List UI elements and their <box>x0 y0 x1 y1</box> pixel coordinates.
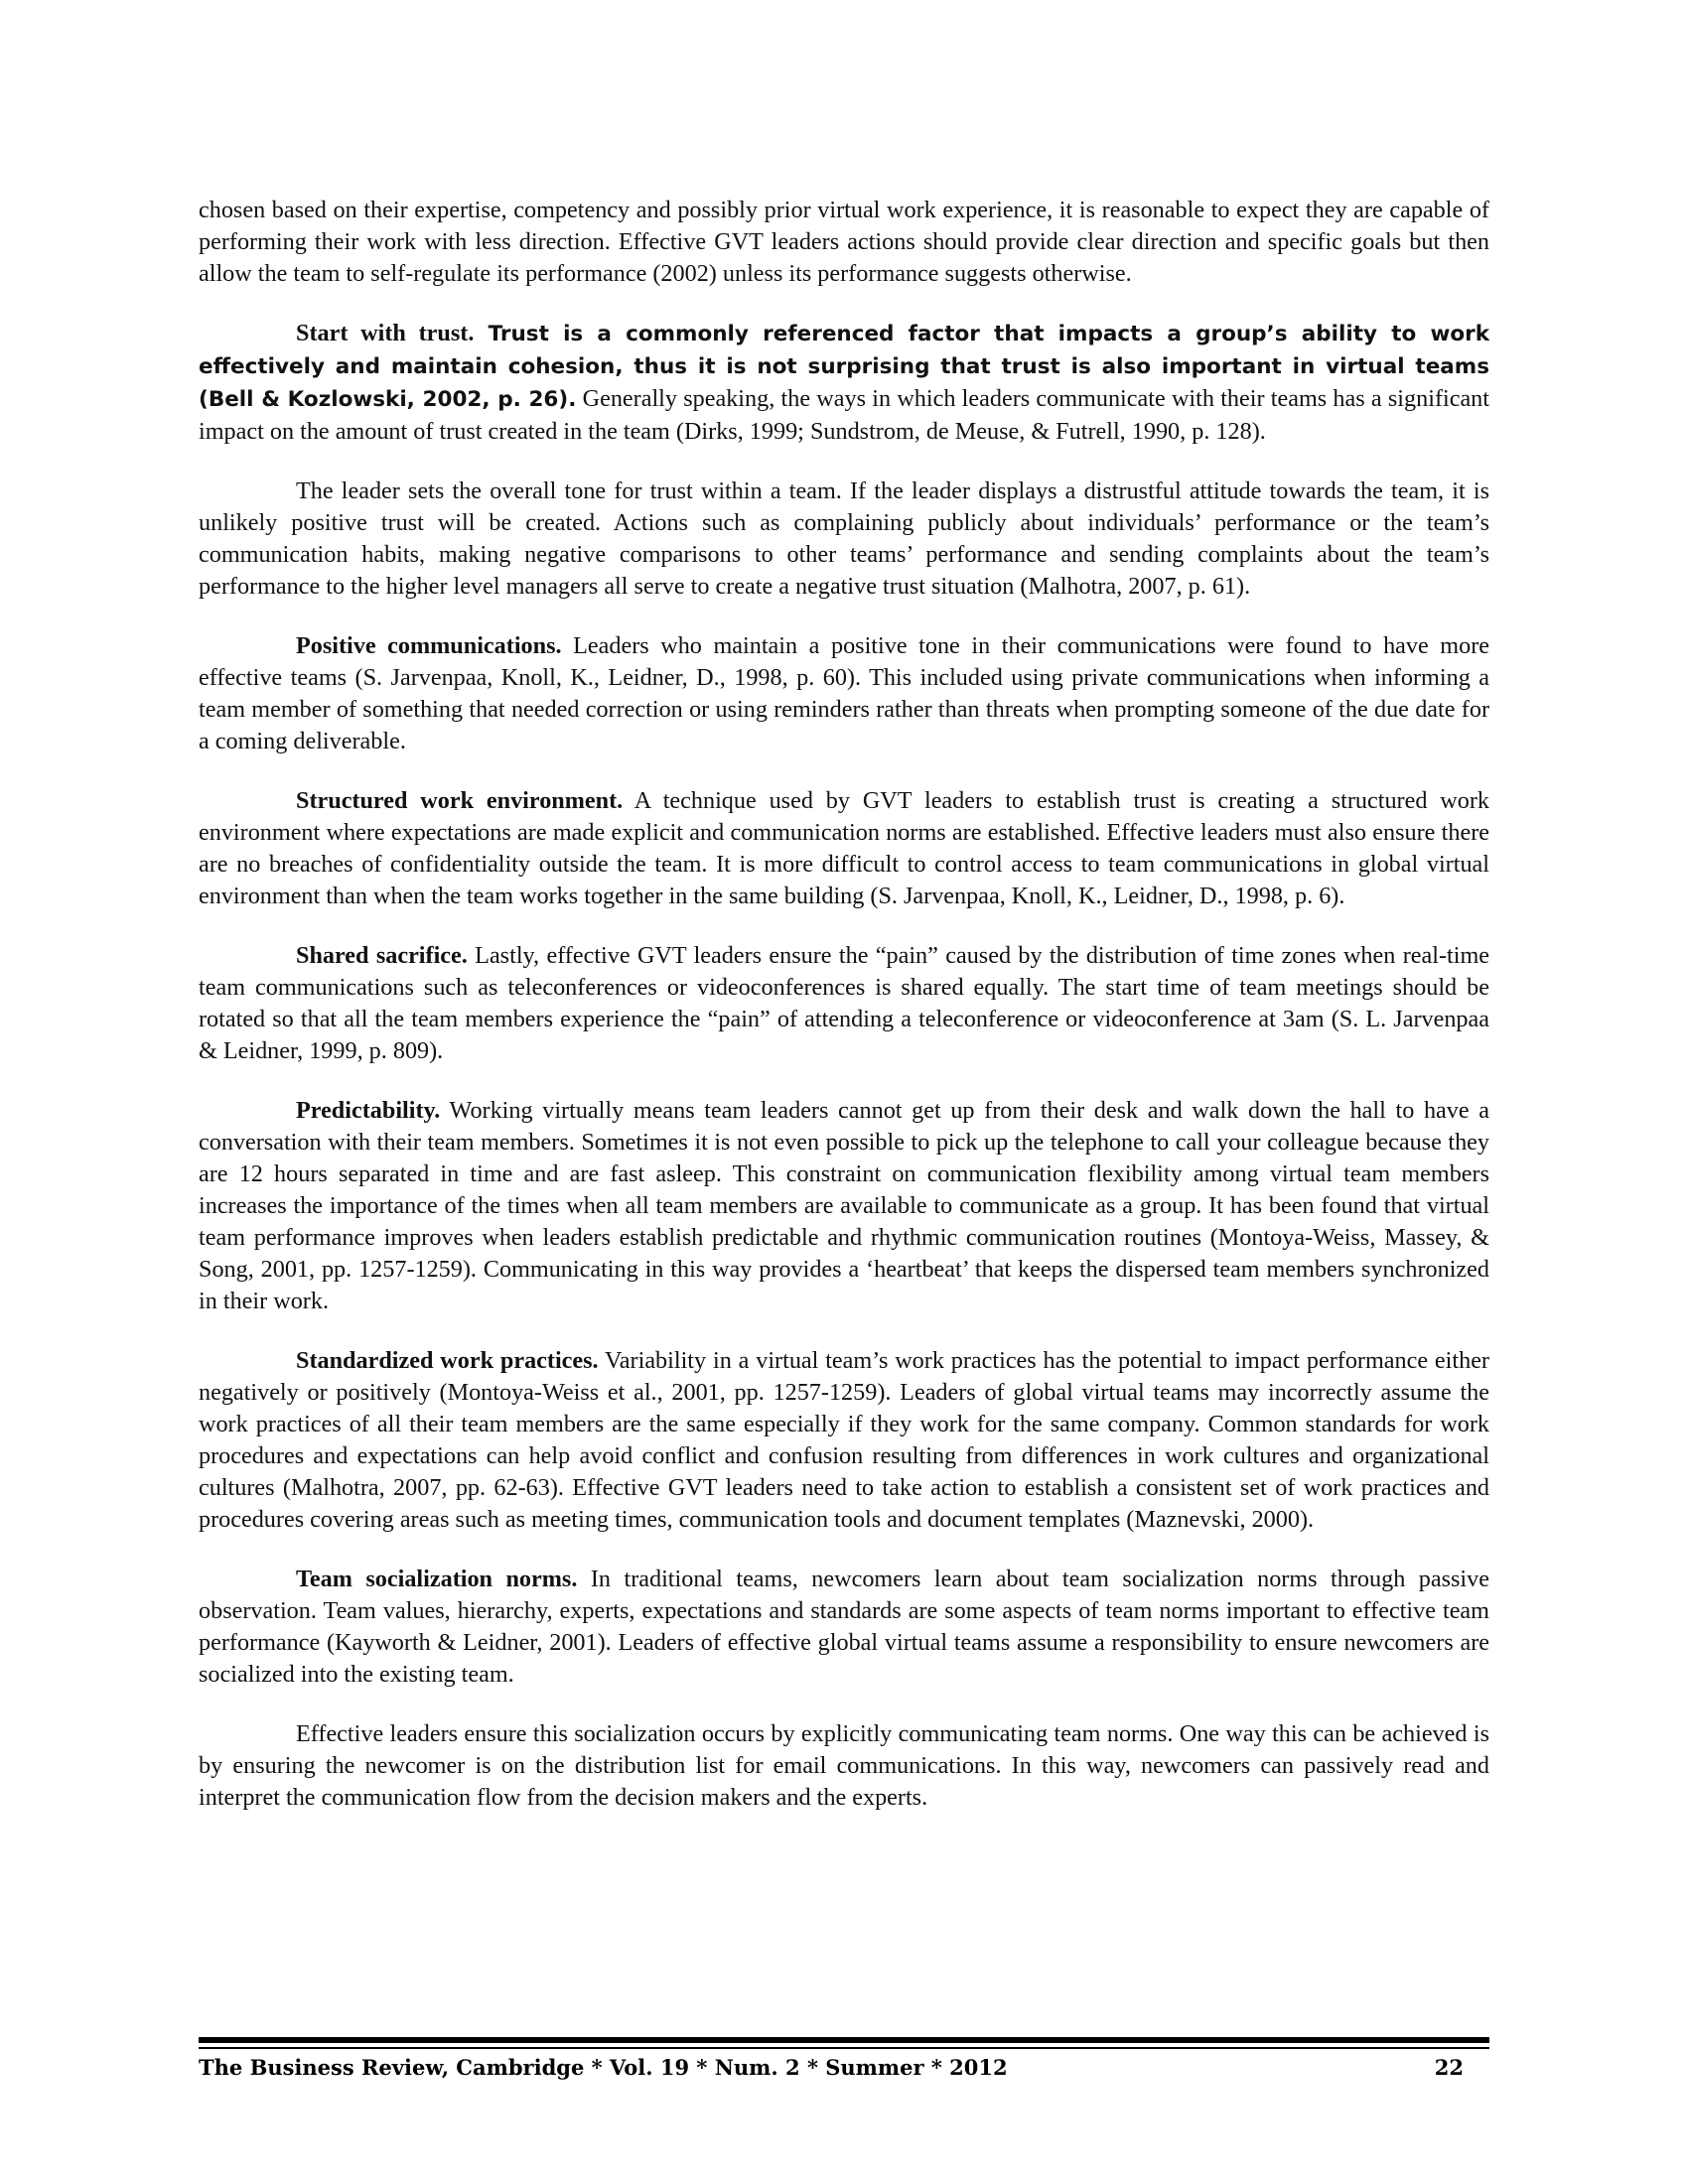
heading-predictability: Predictability. <box>296 1097 441 1124</box>
paragraph-team-socialization-norms: Team socialization norms. In traditional teams, newcomers learn about team socialization norms through passive observation. Team values, hierarchy, experts, expectations and standards are some aspects of team norms important to effective team performance (Kayworth & Leidner, 2001). Leaders of effective global virtual teams assume a responsibility to ensure newcomers are socialized into the existing team. <box>199 1566 1489 1688</box>
heading-standardized-work-practices: Standardized work practices. <box>296 1347 599 1374</box>
heading-positive-communications: Positive communications. <box>296 632 562 659</box>
heading-shared-sacrifice: Shared sacrifice. <box>296 942 468 969</box>
paragraph-start-with-trust: Start with trust. Trust is a commonly referenced factor that impacts a group’s ability to work effectively and maintain cohesion, thus it is not surprising that trust is also important in virtual teams (Bell & Kozlowski, 2002, p. 26). Generally speaking, the ways in which leaders communicate with their teams has a significant impact on the amount of trust created in the team (Dirks, 1999; Sundstrom, de Meuse, & Futrell, 1990, p. 128). <box>199 320 1489 445</box>
paragraph-structured-work-environment: Structured work environment. A technique used by GVT leaders to establish trust is creating a structured work environment where expectations are made explicit and communication norms are established. Effective leaders must also ensure there are no breaches of confidentiality outside the team. It is more difficult to control access to team communications in global virtual environment than when the team works together in the same building (S. Jarvenpaa, Knoll, K., Leidner, D., 1998, p. 6). <box>199 787 1489 909</box>
page-number: 22 <box>1434 2055 1464 2080</box>
paragraph-positive-communications: Positive communications. Leaders who maintain a positive tone in their communications were found to have more effective teams (S. Jarvenpaa, Knoll, K., Leidner, D., 1998, p. 60). This included using private communications when informing a team member of something that needed correction or using reminders rather than threats when prompting someone of the due date for a coming deliverable. <box>199 632 1490 754</box>
footer-rule-thin <box>199 2047 1489 2049</box>
page-footer <box>199 2055 1489 2089</box>
paragraph-predictability: Predictability. Working virtually means team leaders cannot get up from their desk and walk down the hall to have a conversation with their team members. Sometimes it is not even possible to pick up the telephone to call your colleague because they are 12 hours separated in time and are fast asleep. This constraint on communication flexibility among virtual team members increases the importance of the times when all team members are available to communicate as a group. It has been found that virtual team performance improves when leaders establish predictable and rhythmic communication routines (Montoya-Weiss, Massey, & Song, 2001, pp. 1257-1259). Communicating in this way provides a ‘heartbeat’ that keeps the dispersed team members synchronized in their work. <box>199 1097 1489 1314</box>
footer-journal-citation: The Business Review, Cambridge * Vol. 19 * Num. 2 * Summer * 2012 <box>199 2055 1008 2080</box>
document-body <box>199 195 1489 1842</box>
footer-rule-thick <box>199 2037 1489 2043</box>
heading-structured-work-environment: Structured work environment. <box>296 787 624 814</box>
heading-start-with-trust: Start with trust. <box>296 320 475 346</box>
paragraph-standardized-work-practices: Standardized work practices. Variability in a virtual team’s work practices has the potential to impact performance either negatively or positively (Montoya-Weiss et al., 2001, pp. 1257-1259). Leaders of global virtual teams may incorrectly assume the work practices of all their team members are the same especially if they work for the same company. Common standards for work procedures and expectations can help avoid conflict and confusion resulting from differences in work cultures and organizational cultures (Malhotra, 2007, pp. 62-63). Effective GVT leaders need to take action to establish a consistent set of work practices and procedures covering areas such as meeting times, communication tools and document templates (Maznevski, 2000). <box>199 1347 1489 1533</box>
paragraph-effective-leaders-socialization: Effective leaders ensure this socialization occurs by explicitly communicating team norms. One way this can be achieved is by ensuring the newcomer is on the distribution list for email communications. In this way, newcomers can passively read and interpret the communication flow from the decision makers and the experts. <box>199 1720 1489 1811</box>
trust-bold-passage: Trust is a commonly referenced factor that impacts a group’s ability to work effectively and maintain cohesion, thus it is not surprising that trust is also important in virtual teams (Bell & Kozlowski, 2002, p. 26). <box>199 322 1489 412</box>
heading-team-socialization-norms: Team socialization norms. <box>296 1566 578 1592</box>
paragraph-leader-tone: The leader sets the overall tone for trust within a team. If the leader displays a distrustful attitude towards the team, it is unlikely positive trust will be created. Actions such as complaining publicly about individuals’ performance or the team’s communication habits, making negative comparisons to other teams’ performance and sending complaints about the team’s performance to the higher level managers all serve to create a negative trust situation (Malhotra, 2007, p. 61). <box>199 478 1489 600</box>
paragraph-continuation: chosen based on their expertise, competency and possibly prior virtual work experience, it is reasonable to expect they are capable of performing their work with less direction. Effective GVT leaders actions should provide clear direction and specific goals but then allow the team to self-regulate its performance (2002) unless its performance suggests otherwise. <box>199 197 1489 287</box>
paragraph-shared-sacrifice: Shared sacrifice. Lastly, effective GVT leaders ensure the “pain” caused by the distribution of time zones when real-time team communications such as teleconferences or videoconferences is shared equally. The start time of team meetings should be rotated so that all the team members experience the “pain” of attending a teleconference or videoconference at 3am (S. L. Jarvenpaa & Leidner, 1999, p. 809). <box>199 942 1489 1064</box>
